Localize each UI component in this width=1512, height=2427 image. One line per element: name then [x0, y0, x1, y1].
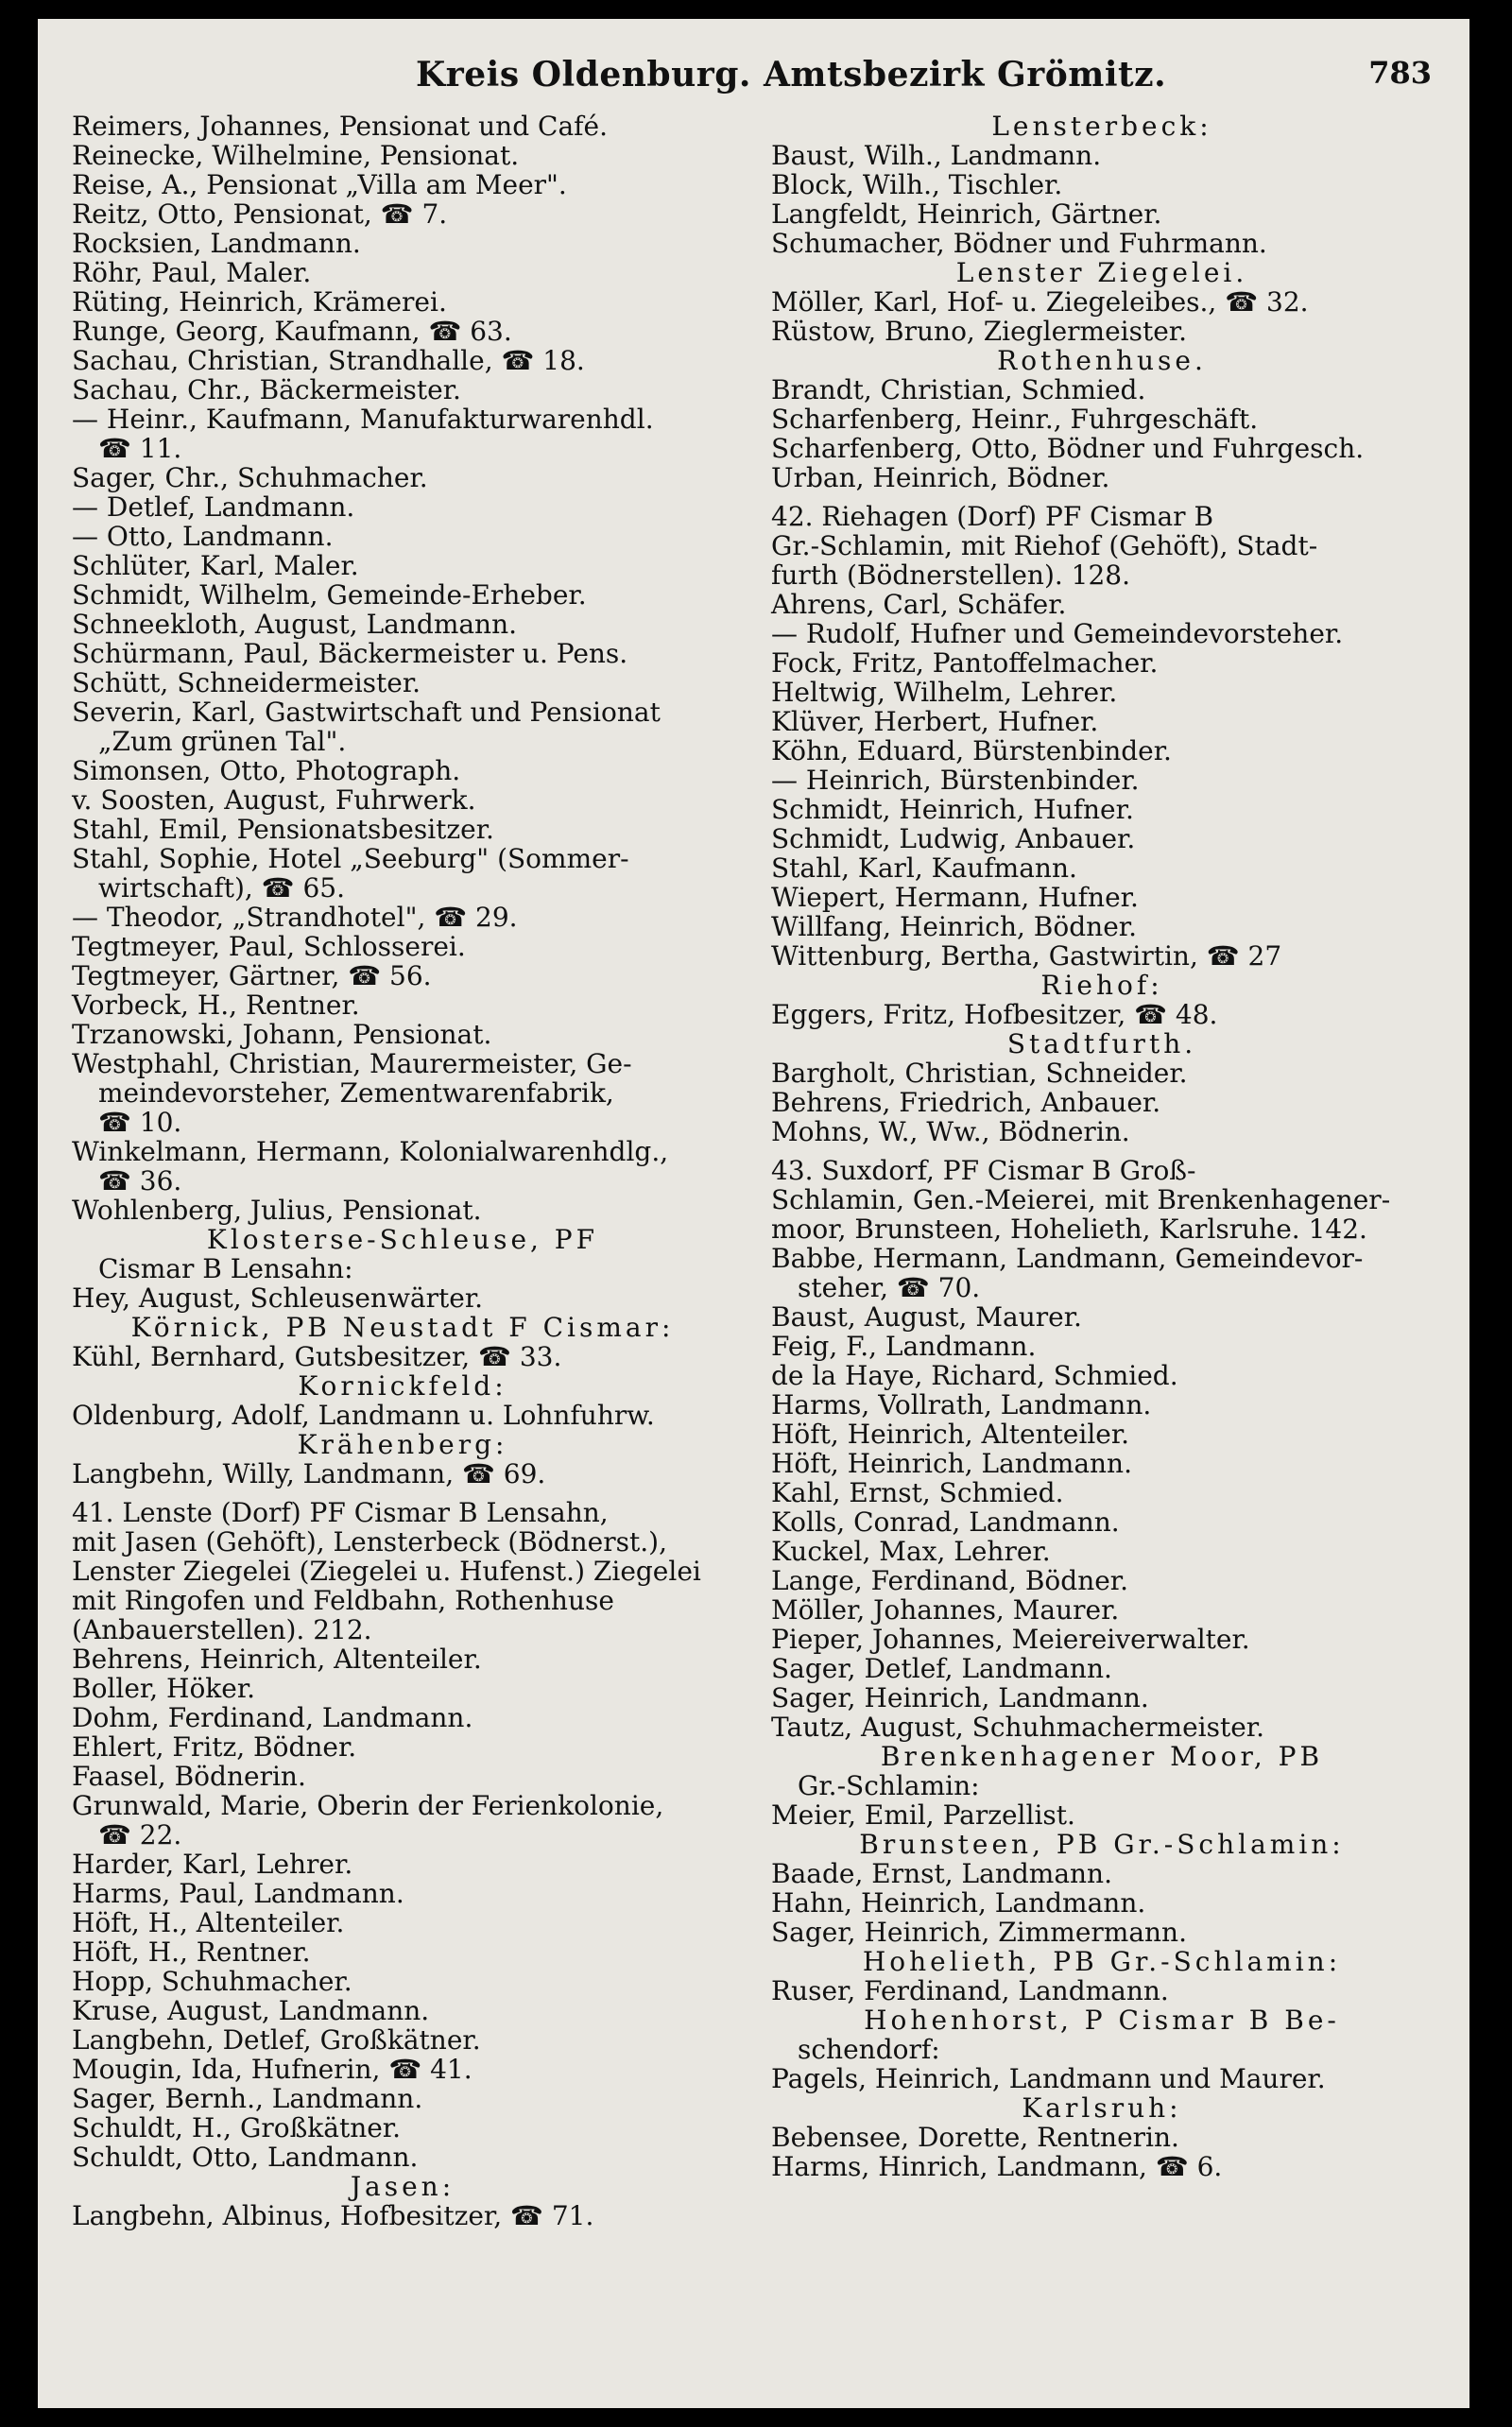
directory-entry: Reinecke, Wilhelmine, Pensionat.	[72, 140, 520, 171]
directory-entry: (Anbauerstellen). 212.	[72, 1614, 372, 1645]
directory-entry: Möller, Johannes, Maurer.	[771, 1594, 1120, 1626]
directory-entry: „Zum grünen Tal".	[98, 726, 347, 757]
directory-entry: Schneekloth, August, Landmann.	[72, 609, 518, 640]
directory-entry: — Heinr., Kaufmann, Manufakturwarenhdl.	[72, 404, 654, 435]
directory-entry: Sager, Bernh., Landmann.	[72, 2083, 423, 2114]
directory-entry: Schmidt, Wilhelm, Gemeinde-Erheber.	[72, 579, 587, 611]
directory-entry: Langbehn, Willy, Landmann, ☎ 69.	[72, 1458, 546, 1489]
directory-entry: Stahl, Emil, Pensionatsbesitzer.	[72, 814, 494, 845]
directory-entry: Schmidt, Heinrich, Hufner.	[771, 794, 1134, 825]
left-column	[72, 112, 733, 2230]
directory-entry: Heltwig, Wilhelm, Lehrer.	[771, 677, 1118, 708]
section-heading: Riehof:	[1040, 970, 1163, 1001]
directory-entry: 42. Riehagen (Dorf) PF Cismar B	[771, 501, 1214, 532]
directory-entry: Eggers, Fritz, Hofbesitzer, ☎ 48.	[771, 999, 1218, 1030]
directory-entry: Baade, Ernst, Landmann.	[771, 1858, 1112, 1889]
directory-entry: Ahrens, Carl, Schäfer.	[771, 589, 1067, 620]
directory-entry: ☎ 10.	[98, 1107, 182, 1138]
section-heading: Brenkenhagener Moor, PB	[880, 1741, 1324, 1772]
directory-entry: — Theodor, „Strandhotel", ☎ 29.	[72, 902, 518, 933]
directory-entry: Cismar B Lensahn:	[98, 1253, 353, 1284]
directory-entry: Behrens, Heinrich, Altenteiler.	[72, 1644, 482, 1675]
directory-entry: Sachau, Chr., Bäckermeister.	[72, 374, 461, 405]
directory-entry: Baust, Wilh., Landmann.	[771, 140, 1102, 171]
section-heading: Hohenhorst, P Cismar B Be-	[864, 2005, 1340, 2036]
directory-entry: Schlüter, Karl, Maler.	[72, 550, 359, 581]
directory-entry: Harms, Paul, Landmann.	[72, 1878, 404, 1909]
directory-entry: de la Haye, Richard, Schmied.	[771, 1360, 1178, 1391]
directory-entry: 43. Suxdorf, PF Cismar B Groß-	[771, 1155, 1196, 1186]
directory-entry: Rüting, Heinrich, Krämerei.	[72, 286, 447, 318]
directory-entry: ☎ 36.	[98, 1165, 182, 1196]
directory-entry: Gr.-Schlamin, mit Riehof (Gehöft), Stadt-	[771, 530, 1318, 561]
directory-entry: Rocksien, Landmann.	[72, 228, 361, 259]
directory-entry: — Detlef, Landmann.	[72, 491, 355, 523]
directory-entry: Fock, Fritz, Pantoffelmacher.	[771, 647, 1159, 679]
directory-entry: Vorbeck, H., Rentner.	[72, 990, 360, 1021]
directory-entry: Kuckel, Max, Lehrer.	[771, 1536, 1051, 1567]
directory-entry: ☎ 22.	[98, 1819, 182, 1850]
directory-entry: Schlamin, Gen.-Meierei, mit Brenkenhagener-	[771, 1184, 1391, 1215]
directory-entry: Bebensee, Dorette, Rentnerin.	[771, 2122, 1179, 2153]
directory-entry: Runge, Georg, Kaufmann, ☎ 63.	[72, 316, 512, 347]
directory-entry: Harms, Hinrich, Landmann, ☎ 6.	[771, 2151, 1223, 2182]
directory-page	[38, 19, 1469, 2408]
directory-entry: — Heinrich, Bürstenbinder.	[771, 765, 1140, 796]
directory-entry: Schmidt, Ludwig, Anbauer.	[771, 823, 1136, 854]
directory-entry: steher, ☎ 70.	[798, 1272, 981, 1303]
directory-entry: Behrens, Friedrich, Anbauer.	[771, 1087, 1161, 1118]
directory-entry: Reimers, Johannes, Pensionat und Café.	[72, 111, 608, 142]
directory-entry: wirtschaft), ☎ 65.	[98, 872, 345, 904]
directory-entry: Simonsen, Otto, Photograph.	[72, 755, 461, 786]
directory-entry: Mohns, W., Ww., Bödnerin.	[771, 1116, 1130, 1147]
page-number: 783	[1368, 55, 1432, 91]
directory-entry: Reise, A., Pensionat „Villa am Meer".	[72, 169, 567, 200]
directory-entry: Winkelmann, Hermann, Kolonialwarenhdlg.,	[72, 1136, 669, 1167]
directory-entry: Pagels, Heinrich, Landmann und Maurer.	[771, 2063, 1326, 2094]
directory-entry: moor, Brunsteen, Hohelieth, Karlsruhe. 142.	[771, 1214, 1367, 1245]
section-heading: Hohelieth, PB Gr.-Schlamin:	[862, 1946, 1342, 1977]
directory-entry: Reitz, Otto, Pensionat, ☎ 7.	[72, 198, 448, 230]
directory-entry: Möller, Karl, Hof- u. Ziegeleibes., ☎ 32.	[771, 286, 1309, 318]
directory-entry: Trzanowski, Johann, Pensionat.	[72, 1019, 492, 1050]
directory-entry: Harder, Karl, Lehrer.	[72, 1849, 353, 1880]
directory-entry: Hey, August, Schleusenwärter.	[72, 1282, 484, 1314]
directory-entry: Block, Wilh., Tischler.	[771, 169, 1063, 200]
directory-entry: Harms, Vollrath, Landmann.	[771, 1389, 1152, 1420]
directory-entry: Röhr, Paul, Maler.	[72, 257, 312, 288]
directory-entry: Langfeldt, Heinrich, Gärtner.	[771, 198, 1162, 230]
section-heading: Stadtfurth.	[1006, 1028, 1197, 1059]
directory-entry: Faasel, Bödnerin.	[72, 1761, 306, 1792]
directory-entry: Schürmann, Paul, Bäckermeister u. Pens.	[72, 638, 628, 669]
directory-entry: Rüstow, Bruno, Zieglermeister.	[771, 316, 1188, 347]
directory-entry: Urban, Heinrich, Bödner.	[771, 462, 1110, 493]
directory-entry: Höft, Heinrich, Landmann.	[771, 1448, 1132, 1479]
directory-entry: Kolls, Conrad, Landmann.	[771, 1506, 1120, 1538]
section-heading: Brunsteen, PB Gr.-Schlamin:	[859, 1829, 1345, 1860]
directory-entry: Dohm, Ferdinand, Landmann.	[72, 1702, 473, 1733]
directory-entry: Stahl, Karl, Kaufmann.	[771, 852, 1077, 884]
directory-entry: Sager, Heinrich, Landmann.	[771, 1682, 1149, 1713]
directory-entry: Sager, Heinrich, Zimmermann.	[771, 1917, 1187, 1948]
directory-entry: Klüver, Herbert, Hufner.	[771, 706, 1099, 737]
directory-entry: Tautz, August, Schuhmachermeister.	[771, 1712, 1265, 1743]
directory-entry: Wittenburg, Bertha, Gastwirtin, ☎ 27	[771, 940, 1282, 972]
directory-entry: Grunwald, Marie, Oberin der Ferienkolonie,	[72, 1790, 664, 1821]
directory-entry: meindevorsteher, Zementwarenfabrik,	[98, 1077, 614, 1109]
directory-entry: Scharfenberg, Heinr., Fuhrgeschäft.	[771, 404, 1259, 435]
directory-entry: Ruser, Ferdinand, Landmann.	[771, 1975, 1169, 2006]
directory-entry: Babbe, Hermann, Landmann, Gemeindevor-	[771, 1243, 1364, 1274]
directory-entry: ☎ 11.	[98, 433, 182, 464]
directory-entry: Sager, Chr., Schuhmacher.	[72, 462, 428, 493]
directory-entry: Schuldt, H., Großkätner.	[72, 2112, 402, 2143]
directory-entry: Westphahl, Christian, Maurermeister, Ge-	[72, 1048, 632, 1079]
directory-entry: Langbehn, Detlef, Großkätner.	[72, 2024, 481, 2056]
section-heading: Lensterbeck:	[991, 111, 1212, 142]
directory-entry: Brandt, Christian, Schmied.	[771, 374, 1146, 405]
directory-entry: Schumacher, Bödner und Fuhrmann.	[771, 228, 1267, 259]
directory-entry: Hahn, Heinrich, Landmann.	[771, 1887, 1146, 1919]
directory-entry: Kruse, August, Landmann.	[72, 1995, 430, 2026]
directory-entry: Severin, Karl, Gastwirtschaft und Pensionat	[72, 697, 661, 728]
section-heading: Jasen:	[350, 2171, 455, 2202]
directory-entry: Oldenburg, Adolf, Landmann u. Lohnfuhrw.	[72, 1400, 655, 1431]
directory-entry: Schuldt, Otto, Landmann.	[72, 2142, 419, 2173]
directory-entry: Mougin, Ida, Hufnerin, ☎ 41.	[72, 2054, 472, 2085]
directory-entry: Wiepert, Hermann, Hufner.	[771, 882, 1139, 913]
directory-entry: Lenster Ziegelei (Ziegelei u. Hufenst.) Ziegelei	[72, 1556, 701, 1587]
page-title: Kreis Oldenburg. Amtsbezirk Grömitz.	[416, 55, 1167, 95]
directory-entry: Höft, H., Rentner.	[72, 1936, 311, 1968]
directory-entry: Sachau, Christian, Strandhalle, ☎ 18.	[72, 345, 585, 376]
directory-entry: Ehlert, Fritz, Bödner.	[72, 1731, 357, 1763]
directory-entry: Boller, Höker.	[72, 1673, 256, 1704]
directory-entry: v. Soosten, August, Fuhrwerk.	[72, 784, 476, 816]
directory-entry: Hopp, Schuhmacher.	[72, 1966, 352, 1997]
section-heading: Krähenberg:	[297, 1429, 508, 1460]
directory-entry: Lange, Ferdinand, Bödner.	[771, 1565, 1128, 1596]
directory-entry: — Otto, Landmann.	[72, 521, 334, 552]
directory-entry: Kahl, Ernst, Schmied.	[771, 1477, 1064, 1508]
page-header	[38, 47, 1469, 104]
directory-entry: Köhn, Eduard, Bürstenbinder.	[771, 735, 1172, 766]
directory-entry: Feig, F., Landmann.	[771, 1331, 1037, 1362]
section-heading: Körnick, PB Neustadt F Cismar:	[130, 1312, 675, 1343]
section-heading: Lenster Ziegelei.	[955, 257, 1248, 288]
right-column	[771, 112, 1433, 2181]
directory-entry: schendorf:	[798, 2034, 940, 2065]
directory-entry: mit Ringofen und Feldbahn, Rothenhuse	[72, 1585, 614, 1616]
directory-entry: Sager, Detlef, Landmann.	[771, 1653, 1112, 1684]
directory-entry: Wohlenberg, Julius, Pensionat.	[72, 1195, 482, 1226]
directory-entry: mit Jasen (Gehöft), Lensterbeck (Bödnerst.),	[72, 1526, 667, 1558]
section-heading: Kornickfeld:	[298, 1370, 507, 1402]
directory-entry: Schütt, Schneidermeister.	[72, 667, 421, 698]
directory-entry: Meier, Emil, Parzellist.	[771, 1799, 1075, 1831]
directory-entry: Langbehn, Albinus, Hofbesitzer, ☎ 71.	[72, 2200, 594, 2231]
directory-entry: Gr.-Schlamin:	[798, 1770, 980, 1801]
directory-entry: Willfang, Heinrich, Bödner.	[771, 911, 1137, 942]
directory-entry: Baust, August, Maurer.	[771, 1301, 1082, 1333]
directory-entry: Bargholt, Christian, Schneider.	[771, 1058, 1188, 1089]
section-heading: Karlsruh:	[1022, 2092, 1182, 2124]
directory-entry: Scharfenberg, Otto, Bödner und Fuhrgesch.	[771, 433, 1365, 464]
section-heading: Rothenhuse.	[997, 345, 1207, 376]
directory-entry: Höft, H., Altenteiler.	[72, 1907, 345, 1938]
directory-entry: Höft, Heinrich, Altenteiler.	[771, 1419, 1130, 1450]
directory-entry: Kühl, Bernhard, Gutsbesitzer, ☎ 33.	[72, 1341, 562, 1372]
directory-entry: Pieper, Johannes, Meiereiverwalter.	[771, 1624, 1250, 1655]
directory-entry: — Rudolf, Hufner und Gemeindevorsteher.	[771, 618, 1344, 649]
directory-entry: 41. Lenste (Dorf) PF Cismar B Lensahn,	[72, 1497, 609, 1528]
directory-entry: Tegtmeyer, Paul, Schlosserei.	[72, 931, 466, 962]
section-heading: Klosterse-Schleuse, PF	[206, 1224, 599, 1255]
directory-entry: Stahl, Sophie, Hotel „Seeburg" (Sommer-	[72, 843, 629, 874]
directory-entry: Tegtmeyer, Gärtner, ☎ 56.	[72, 960, 432, 991]
directory-entry: furth (Bödnerstellen). 128.	[771, 559, 1131, 591]
